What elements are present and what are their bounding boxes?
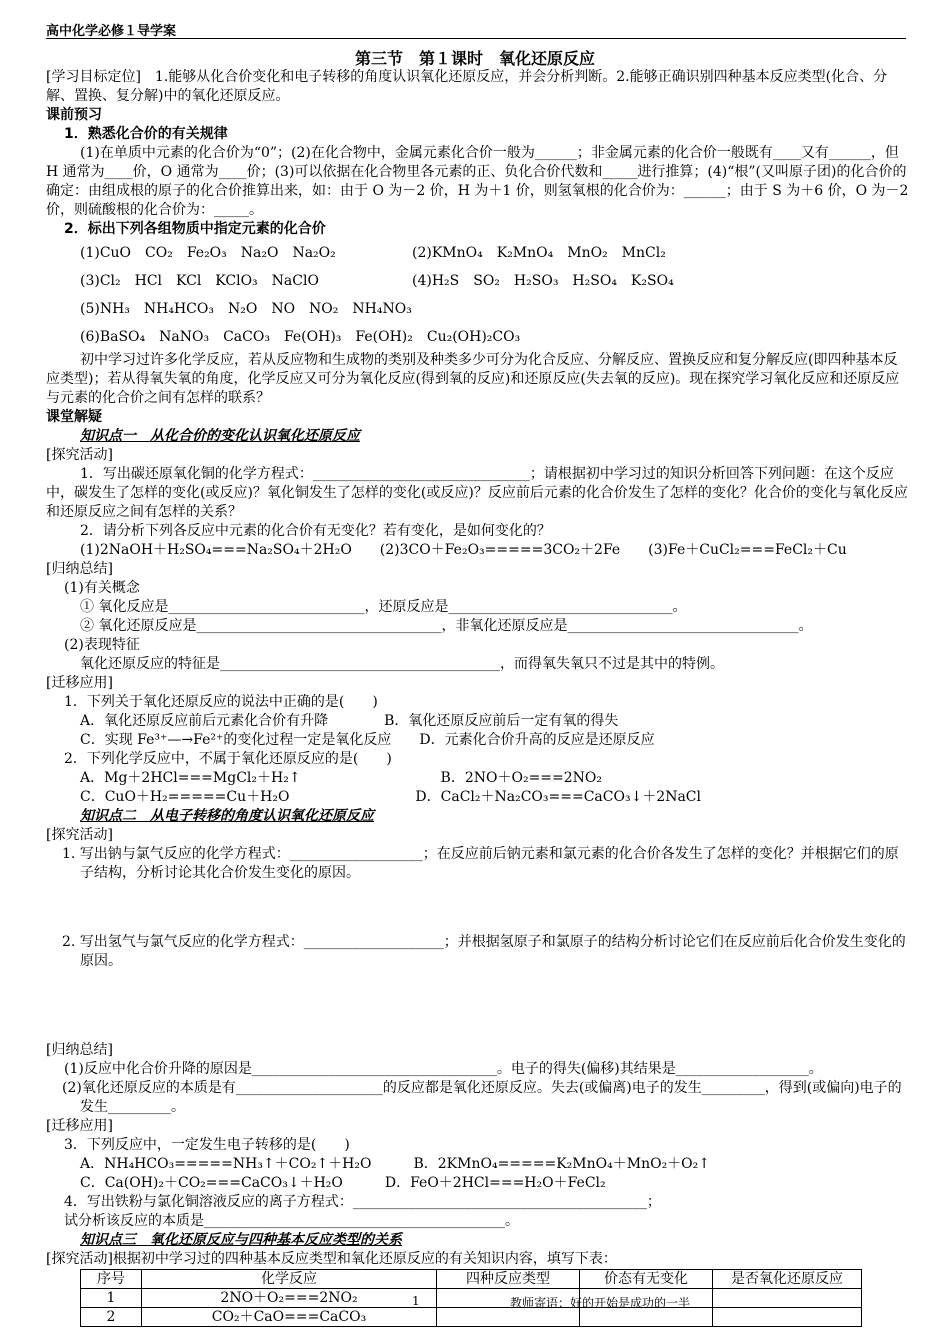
kp1-summary-2: (2)表现特征 <box>64 637 140 653</box>
page-title: 第三节 第１课时 氧化还原反应 <box>354 49 595 68</box>
valence-group: (5)NH₃ NH₄HCO₃ N₂O NO NO₂ NH₄NO₃ <box>80 300 412 317</box>
kp3-explore: [探究活动]根据初中学习过的四种基本反应类型和氧化还原反应的有关知识内容，填写下表： <box>46 1251 617 1267</box>
table-cell: 2 <box>81 1308 142 1327</box>
question-2: 2．下列化学反应中，不属于氧化还原反应的是( ) <box>64 751 392 767</box>
reaction-type-table <box>80 1269 862 1327</box>
valence-group: (6)BaSO₄ NaNO₃ CaCO₃ Fe(OH)₃ Fe(OH)₂ Cu₂(OH)₂CO₃ <box>80 328 521 345</box>
valence-group-row <box>46 295 910 323</box>
answer-space <box>46 971 910 1041</box>
answer-space <box>46 883 910 933</box>
kp1-summary-1a: ① 氧化反应是____________________________，还原反应是________________________________。 <box>80 599 687 615</box>
valence-group-row <box>46 323 910 351</box>
page-header: 高中化学必修１导学案 <box>46 24 177 39</box>
question-4-part-2: 试分析该反应的本质是___________________________________________。 <box>64 1213 519 1229</box>
page-number: 1 <box>412 1294 420 1308</box>
valence-group: (2)KMnO₄ K₂MnO₄ MnO₂ MnCl₂ <box>412 244 666 261</box>
table-header-cell: 是否氧化还原反应 <box>713 1270 862 1289</box>
class-heading: 课堂解疑 <box>46 409 102 425</box>
question-1: 1．下列关于氧化还原反应的说法中正确的是( ) <box>64 694 378 710</box>
question-2-options-cd: C．CuO＋H₂=====Cu＋H₂O D．CaCl₂＋Na₂CO₃===CaCO₃↓＋2NaCl <box>80 789 701 805</box>
summary-label: [归纳总结] <box>46 1042 113 1058</box>
main-content <box>46 68 910 1327</box>
kp2-activity-2: 2. 写出氢气与氯气反应的化学方程式：____________________；并根据氢原子和氯原子的结构分析讨论它们在反应前后化合价发生变化的原因。 <box>62 934 906 969</box>
question-2-options-ab: A．Mg＋2HCl===MgCl₂＋H₂↑ B．2NO＋O₂===2NO₂ <box>80 770 603 786</box>
pre-study-q1-title: 1．熟悉化合价的有关规律 <box>64 126 228 142</box>
explore-label: [探究活动] <box>46 447 113 463</box>
table-cell: CO₂＋CaO===CaCO₃ <box>142 1308 437 1327</box>
intro-paragraph: 初中学习过许多化学反应，若从反应物和生成物的类别及种类多少可分为化合反应、分解反应、置换反应和复分解反应(即四种基本反应类型)；若从得氧失氧的角度，化学反应又可分为氧化反应(得到氧的反应)和还原反应(失去氧的反应)。现在探究学习氧化反应和还原反应与元素的化合价之间有怎样的联系？ <box>46 352 900 406</box>
table-row <box>81 1308 862 1327</box>
valence-group: (4)H₂S SO₂ H₂SO₃ H₂SO₄ K₂SO₄ <box>412 272 674 289</box>
table-cell: 1 <box>81 1289 142 1308</box>
table-cell: 2NO＋O₂===2NO₂ <box>142 1289 437 1308</box>
pre-study-heading: 课前预习 <box>46 107 102 123</box>
table-header-cell: 化学反应 <box>142 1270 437 1289</box>
apply-label: [迁移应用] <box>46 1118 113 1134</box>
header-rule <box>46 38 906 39</box>
valence-group-row <box>46 267 910 295</box>
table-cell[interactable] <box>713 1289 862 1308</box>
kp1-equations: (1)2NaOH＋H₂SO₄===Na₂SO₄＋2H₂O (2)3CO＋Fe₂O₃=====3CO₂＋2Fe (3)Fe＋CuCl₂===FeCl₂＋Cu <box>80 542 847 558</box>
table-header-cell: 序号 <box>81 1270 142 1289</box>
valence-group: (1)CuO CO₂ Fe₂O₃ Na₂O Na₂O₂ <box>80 244 336 261</box>
pre-study-q2-title: 2．标出下列各组物质中指定元素的化合价 <box>64 221 326 237</box>
question-4: 4．写出铁粉与氯化铜溶液反应的离子方程式：__________________________________________； <box>64 1194 661 1210</box>
kp2-summary-2: (2)氧化还原反应的本质是有_____________________的反应都是氧化还原反应。失去(或偏离)电子的发生_________，得到(或偏向)电子的发生_________。 <box>62 1080 902 1115</box>
question-1-options-ab: A．氧化还原反应前后元素化合价有升降 B．氧化还原反应前后一定有氧的得失 <box>80 713 619 729</box>
knowledge-point-1-title: 知识点一 从化合价的变化认识氧化还原反应 <box>80 428 360 444</box>
kp1-summary-1b: ② 氧化还原反应是___________________________________，非氧化还原反应是_________________________________。 <box>80 618 813 634</box>
kp1-summary-1: (1)有关概念 <box>64 580 140 596</box>
explore-label: [探究活动] <box>46 827 113 843</box>
table-cell[interactable] <box>713 1308 862 1327</box>
footer-message: 教师寄语：好的开始是成功的一半 <box>510 1296 691 1310</box>
valence-group: (3)Cl₂ HCl KCl KClO₃ NaClO <box>80 272 319 289</box>
question-3-options-cd: C．Ca(OH)₂＋CO₂===CaCO₃↓＋H₂O D．FeO＋2HCl===H₂O＋FeCl₂ <box>80 1175 606 1191</box>
apply-label: [迁移应用] <box>46 675 113 691</box>
table-header-cell: 四种反应类型 <box>437 1270 580 1289</box>
kp1-activity-1: 1．写出碳还原氧化铜的化学方程式：_______________________________；请根据初中学习过的知识分析回答下列问题：在这个反应中，碳发生了怎样的变化(或反应)？氧化铜发生了怎样的变化(或反应)？反应前后元素的化合价发生了怎样的变化？化合价的变化与氧化反应和还原反应之间有怎样的关系？ <box>46 466 908 520</box>
kp2-summary-1: (1)反应中化合价升降的原因是___________________________________。电子的得失(偏移)其结果是___________________。 <box>64 1061 823 1077</box>
pre-study-q1-text: (1)在单质中元素的化合价为“0”；(2)在化合物中，金属元素化合价一般为______；非金属元素的化合价一般既有____又有______，但 H 通常为____价，O 通常为____价；(3)可以依据在化合物里各元素的正、负化合价代数和_____进行推算；(4)“根”(又叫原子团)的化合价的确定：由组成根的原子的化合价推算出来，如：由于 O 为－2 价，H 为＋1 价，则氢氧根的化合价为：______；由于 S 为＋6 价，O 为－2 价，则硫酸根的化合价为：_____。 <box>46 145 909 218</box>
summary-label: [归纳总结] <box>46 561 113 577</box>
table-header-row <box>81 1270 862 1289</box>
learning-goals: [学习目标定位] 1.能够从化合价变化和电子转移的角度认识氧化还原反应，并会分析判断。2.能够正确识别四种基本反应类型(化合、分解、置换、复分解)中的氧化还原反应。 <box>46 69 888 104</box>
kp1-activity-2: 2．请分析下列各反应中元素的化合价有无变化？若有变化，是如何变化的？ <box>80 523 551 539</box>
kp1-summary-2a: 氧化还原反应的特征是________________________________________，而得氧失氧只不过是其中的特例。 <box>80 656 724 672</box>
valence-group-row <box>46 239 910 267</box>
knowledge-point-2-title: 知识点二 从电子转移的角度认识氧化还原反应 <box>80 808 374 824</box>
table-row <box>81 1289 862 1308</box>
question-3-options-ab: A．NH₄HCO₃=====NH₃↑＋CO₂↑＋H₂O B．2KMnO₄=====K₂MnO₄＋MnO₂＋O₂↑ <box>80 1156 710 1172</box>
kp2-activity-1: 1. 写出钠与氯气反应的化学方程式：___________________；在反应前后钠元素和氯元素的化合价各发生了怎样的变化？并根据它们的原子结构，分析讨论其化合价发生变化的原因。 <box>62 846 899 881</box>
question-1-options-cd: C．实现 Fe³⁺—→Fe²⁺的变化过程一定是氧化反应 D．元素化合价升高的反应是还原反应 <box>80 732 655 748</box>
table-header-cell: 价态有无变化 <box>580 1270 713 1289</box>
knowledge-point-3-title: 知识点三 氧化还原反应与四种基本反应类型的关系 <box>80 1232 402 1248</box>
question-3: 3．下列反应中，一定发生电子转移的是( ) <box>64 1137 350 1153</box>
